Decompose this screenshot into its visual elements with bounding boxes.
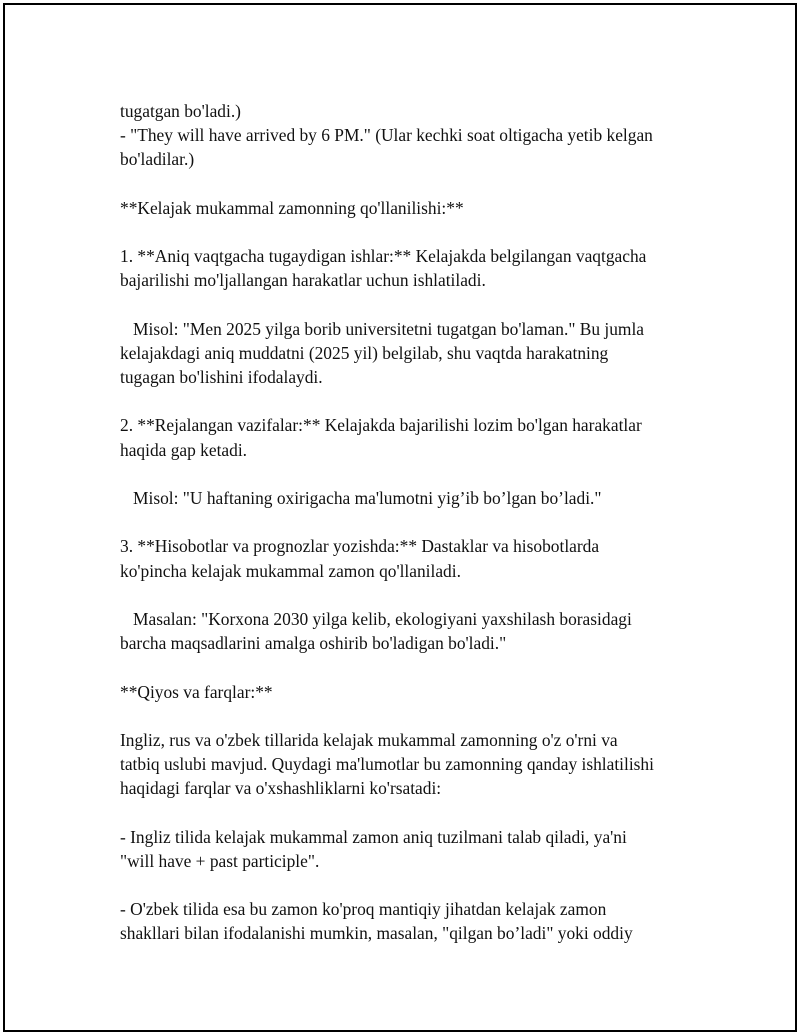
text-line: bo'ladilar.) — [120, 149, 195, 170]
blank-line — [120, 655, 720, 679]
blank-line — [120, 800, 720, 824]
text-line: 3. **Hisobotlar va prognozlar yozishda:** Dastaklar va hisobotlarda — [120, 536, 600, 557]
text-line: haqidagi farqlar va o'xshashliklarni ko'rsatadi: — [120, 778, 442, 799]
text-line: 2. **Rejalangan vazifalar:** Kelajakda bajarilishi lozim bo'lgan harakatlar — [120, 415, 642, 436]
text-line: Masalan: "Korxona 2030 yilga kelib, ekologiyani yaxshilash borasidagi — [120, 608, 632, 629]
section-heading: **Qiyos va farqlar:** — [120, 681, 273, 702]
section-heading: **Kelajak mukammal zamonning qo'llanilishi:** — [120, 197, 464, 218]
text-line: Ingliz, rus va o'zbek tillarida kelajak mukammal zamonning o'z o'rni va — [120, 729, 618, 750]
text-line: - "They will have arrived by 6 PM." (Ular kechki soat oltigacha yetib kelgan — [120, 125, 653, 146]
text-line: shakllari bilan ifodalanishi mumkin, masalan, "qilgan bo’ladi" yoki oddiy — [120, 923, 633, 944]
blank-line — [120, 873, 720, 897]
blank-line — [120, 172, 720, 196]
text-line: Misol: "U haftaning oxirigacha ma'lumotni yig’ib bo’lgan bo’ladi." — [120, 488, 602, 508]
text-line: - Ingliz tilida kelajak mukammal zamon aniq tuzilmani talab qiladi, ya'ni — [120, 826, 627, 847]
blank-line — [120, 220, 720, 244]
blank-line — [120, 462, 720, 486]
text-line: ko'pincha kelajak mukammal zamon qo'llaniladi. — [120, 560, 461, 581]
text-line: Misol: "Men 2025 yilga borib universitetni tugatgan bo'laman." Bu jumla — [120, 318, 645, 339]
text-line: - O'zbek tilida esa bu zamon ko'proq mantiqiy jihatdan kelajak zamon — [120, 899, 607, 920]
text-line: bajarilishi mo'ljallangan harakatlar uchun ishlatiladi. — [120, 270, 486, 291]
document-page — [3, 3, 797, 1032]
text-line: haqida gap ketadi. — [120, 439, 247, 460]
text-line: tugagan bo'lishini ifodalaydi. — [120, 367, 323, 388]
text-line: "will have + past participle". — [120, 850, 320, 871]
text-line: tatbiq uslubi mavjud. Quydagi ma'lumotlar bu zamonning qanday ishlatilishi — [120, 754, 654, 775]
blank-line — [120, 510, 720, 534]
blank-line — [120, 704, 720, 728]
text-line: barcha maqsadlarini amalga oshirib bo'ladigan bo'ladi." — [120, 633, 507, 654]
document-body — [120, 99, 720, 946]
blank-line — [120, 293, 720, 317]
text-line: 1. **Aniq vaqtgacha tugaydigan ishlar:** Kelajakda belgilangan vaqtgacha — [120, 246, 647, 267]
text-line: kelajakdagi aniq muddatni (2025 yil) belgilab, shu vaqtda harakatning — [120, 342, 609, 363]
blank-line — [120, 389, 720, 413]
blank-line — [120, 583, 720, 607]
text-line: tugatgan bo'ladi.) — [120, 101, 241, 121]
